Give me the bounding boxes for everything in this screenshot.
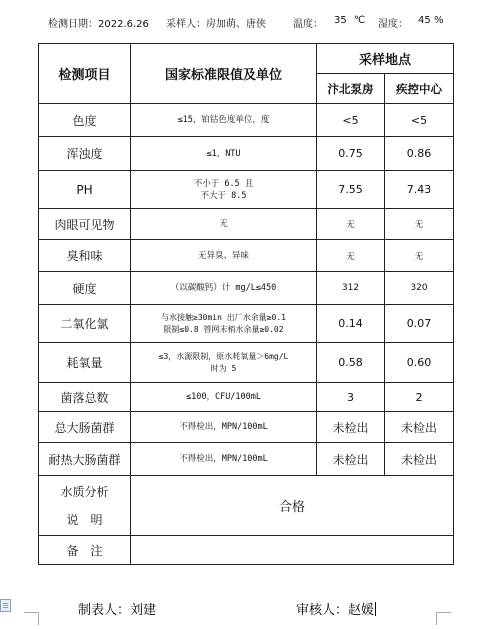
row-value-site-1: <5	[317, 104, 385, 137]
row-value-site-2: 0.86	[385, 137, 454, 171]
analysis-label-line-2: 说 明	[66, 512, 103, 527]
table-row	[39, 412, 454, 443]
row-value-site-2: 未检出	[385, 412, 454, 443]
row-value-site-2: 0.60	[385, 343, 454, 383]
reviewer-text: 审核人：赵媛	[296, 603, 375, 618]
table-reviewer	[296, 599, 376, 618]
standard-line-1: 与水接触≥30min 出厂水余量≥0.1	[161, 312, 286, 322]
document-icon[interactable]	[0, 599, 11, 612]
row-standard	[131, 171, 317, 209]
humidity-value: 45	[418, 15, 431, 26]
row-standard: ≤15，铂钴色度单位，度	[131, 104, 317, 137]
table-row	[39, 240, 454, 272]
row-item: 硬度	[39, 272, 131, 305]
header-sampling-sites: 采样地点	[317, 44, 454, 74]
analysis-label-line-1: 水质分析	[60, 484, 109, 499]
row-item: 肉眼可见物	[39, 209, 131, 240]
table-row	[39, 137, 454, 171]
row-item: 菌落总数	[39, 383, 131, 412]
row-standard: （以碳酸钙）计 mg/L≤450	[131, 272, 317, 305]
row-item: 浑浊度	[39, 137, 131, 171]
temperature-value: 35	[334, 15, 347, 26]
header-site-2: 疾控中心	[385, 74, 454, 104]
row-value-site-1: 无	[317, 209, 385, 240]
remarks-row	[39, 536, 454, 565]
row-value-site-2: 7.43	[385, 171, 454, 209]
row-item: 臭和味	[39, 240, 131, 272]
crop-mark	[24, 612, 39, 625]
temperature-unit: ℃	[354, 15, 366, 26]
row-standard: 无	[131, 209, 317, 240]
row-item: 总大肠菌群	[39, 412, 131, 443]
table-row	[39, 305, 454, 343]
row-standard: 不得检出，MPN/100mL	[131, 443, 317, 476]
row-value-site-1: 未检出	[317, 412, 385, 443]
row-standard: ≤1，NTU	[131, 137, 317, 171]
row-item: 耐热大肠菌群	[39, 443, 131, 476]
table-row	[39, 272, 454, 305]
row-standard: 无异臭、异味	[131, 240, 317, 272]
remarks-label: 备 注	[39, 536, 131, 565]
test-date: 检测日期：2022.6.26	[48, 19, 149, 30]
row-value-site-2: 0.07	[385, 305, 454, 343]
water-quality-table	[38, 43, 454, 565]
row-item: 二氧化氯	[39, 305, 131, 343]
row-value-site-1: 7.55	[317, 171, 385, 209]
row-value-site-1: 0.58	[317, 343, 385, 383]
row-standard: ≤100，CFU/100mL	[131, 383, 317, 412]
row-value-site-2: 未检出	[385, 443, 454, 476]
row-item: 耗氧量	[39, 343, 131, 383]
humidity-label: 湿度：	[378, 19, 408, 30]
table-maker: 制表人：刘建	[78, 603, 157, 618]
standard-line-2: 不大于 8.5	[200, 190, 247, 201]
row-value-site-2: 2	[385, 383, 454, 412]
text-cursor	[375, 602, 376, 616]
table-row	[39, 443, 454, 476]
analysis-verdict: 合格	[131, 476, 454, 536]
standard-line-2: 时为 5	[210, 363, 237, 373]
standard-line-1: 不小于 6.5 且	[193, 178, 254, 189]
temperature-label: 温度：	[293, 19, 323, 30]
row-standard	[131, 305, 317, 343]
row-value-site-1: 3	[317, 383, 385, 412]
table-row	[39, 171, 454, 209]
row-value-site-2: <5	[385, 104, 454, 137]
table-row	[39, 209, 454, 240]
table-row	[39, 104, 454, 137]
header-test-item: 检测项目	[39, 44, 131, 104]
humidity-unit: %	[434, 15, 444, 26]
crop-mark	[436, 612, 451, 625]
analysis-row	[39, 476, 454, 536]
row-value-site-1: 312	[317, 272, 385, 305]
report-header	[48, 15, 468, 31]
standard-line-1: ≤3，水源限制，原水耗氧量＞6mg/L	[158, 351, 289, 361]
row-value-site-2: 320	[385, 272, 454, 305]
row-value-site-1: 无	[317, 240, 385, 272]
row-standard	[131, 343, 317, 383]
row-value-site-2: 无	[385, 209, 454, 240]
row-standard: 不得检出，MPN/100mL	[131, 412, 317, 443]
row-value-site-1: 0.14	[317, 305, 385, 343]
standard-line-2: 限制≤0.8 管网末梢水余量≥0.02	[163, 324, 284, 334]
row-value-site-1: 0.75	[317, 137, 385, 171]
table-row	[39, 383, 454, 412]
analysis-label	[39, 476, 131, 536]
row-item: PH	[39, 171, 131, 209]
remarks-value	[131, 536, 454, 565]
sampler: 采样人：房加萌、唐侠	[166, 19, 266, 30]
table-row	[39, 343, 454, 383]
header-standard: 国家标准限值及单位	[131, 44, 317, 104]
row-item: 色度	[39, 104, 131, 137]
row-value-site-1: 未检出	[317, 443, 385, 476]
row-value-site-2: 无	[385, 240, 454, 272]
header-site-1: 汴北泵房	[317, 74, 385, 104]
